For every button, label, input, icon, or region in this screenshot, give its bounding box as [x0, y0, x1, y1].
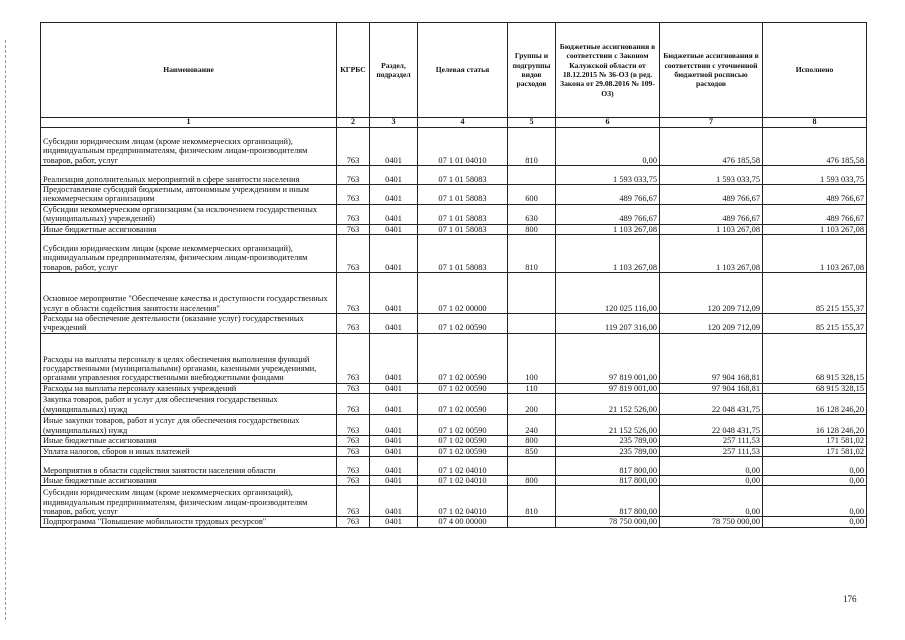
cell-name: Иные закупки товаров, работ и услуг для обеспечения государственных (муниципальных) нужд: [41, 415, 337, 436]
cell-krbs: 763: [337, 127, 370, 165]
cell-list: 0,00: [660, 486, 763, 517]
table-row: [41, 517, 867, 527]
cell-law: 97 819 001,00: [556, 333, 660, 383]
cell-krbs: 763: [337, 272, 370, 313]
table-row: [41, 272, 867, 313]
col-name-header: Наименование: [41, 23, 337, 118]
cell-target: 07 1 02 04010: [418, 486, 508, 517]
cell-law: 120 025 116,00: [556, 272, 660, 313]
table-row: [41, 313, 867, 333]
cell-name: Расходы на выплаты персоналу в целях обеспечения выполнения функций государственными (муниципальными) органами, казенными учреждениями, органами управления государственными внебюджетными фондами: [41, 333, 337, 383]
cell-list: 257 111,53: [660, 436, 763, 446]
cell-sec: 0401: [370, 313, 418, 333]
cell-grp: [508, 457, 556, 476]
cell-sec: 0401: [370, 383, 418, 393]
cell-done: 1 593 033,75: [763, 165, 867, 184]
cell-target: 07 1 02 00590: [418, 436, 508, 446]
col-done-header: Исполнено: [763, 23, 867, 118]
cell-list: 22 048 431,75: [660, 394, 763, 415]
cell-law: 119 207 316,00: [556, 313, 660, 333]
cell-grp: 800: [508, 224, 556, 234]
cell-target: 07 1 01 58083: [418, 165, 508, 184]
table-row: [41, 415, 867, 436]
cell-grp: 810: [508, 234, 556, 272]
cell-law: 1 593 033,75: [556, 165, 660, 184]
cell-grp: 810: [508, 127, 556, 165]
cell-name: Субсидии юридическим лицам (кроме некоммерческих организаций), индивидуальным предпринимателям, физическим лицам-производителям товаров, работ, услуг: [41, 234, 337, 272]
cell-list: 0,00: [660, 476, 763, 486]
cell-name: Подпрограмма "Повышение мобильности трудовых ресурсов": [41, 517, 337, 527]
column-numbers-row: [41, 118, 867, 128]
cell-list: 476 185,58: [660, 127, 763, 165]
cell-list: 97 904 168,81: [660, 333, 763, 383]
cell-name: Основное мероприятие "Обеспечение качества и доступности государственных услуг в области содействия занятости населения": [41, 272, 337, 313]
cell-target: 07 1 02 00590: [418, 415, 508, 436]
table-header: [41, 23, 867, 118]
cell-sec: 0401: [370, 415, 418, 436]
col-number: 3: [370, 118, 418, 128]
cell-grp: 810: [508, 486, 556, 517]
cell-krbs: 763: [337, 333, 370, 383]
col-number: 6: [556, 118, 660, 128]
cell-law: 0,00: [556, 127, 660, 165]
cell-list: 257 111,53: [660, 446, 763, 456]
cell-name: Иные бюджетные ассигнования: [41, 224, 337, 234]
cell-sec: 0401: [370, 446, 418, 456]
col-number: 5: [508, 118, 556, 128]
cell-done: 85 215 155,37: [763, 313, 867, 333]
cell-sec: 0401: [370, 234, 418, 272]
table-row: [41, 165, 867, 184]
cell-done: 85 215 155,37: [763, 272, 867, 313]
cell-done: 16 128 246,20: [763, 394, 867, 415]
cell-krbs: 763: [337, 446, 370, 456]
cell-list: 1 103 267,08: [660, 224, 763, 234]
cell-law: 489 766,67: [556, 184, 660, 204]
cell-list: 120 209 712,09: [660, 313, 763, 333]
cell-target: 07 4 00 00000: [418, 517, 508, 527]
col-law-header: Бюджетные ассигнования в соответствии с Законом Калужской области от 18.12.2015 № 36-ОЗ (в ред. Закона от 29.08.2016 № 109-ОЗ): [556, 23, 660, 118]
cell-krbs: 763: [337, 204, 370, 224]
cell-target: 07 1 01 58083: [418, 204, 508, 224]
table-row: [41, 333, 867, 383]
cell-sec: 0401: [370, 476, 418, 486]
col-target-header: Целевая статья: [418, 23, 508, 118]
cell-done: 489 766,67: [763, 184, 867, 204]
cell-sec: 0401: [370, 394, 418, 415]
cell-name: Иные бюджетные ассигнования: [41, 436, 337, 446]
cell-krbs: 763: [337, 394, 370, 415]
cell-list: 489 766,67: [660, 184, 763, 204]
cell-grp: [508, 272, 556, 313]
cell-name: Предоставление субсидий бюджетным, автономным учреждениям и иным некоммерческим организациям: [41, 184, 337, 204]
cell-law: 1 103 267,08: [556, 234, 660, 272]
col-number: 1: [41, 118, 337, 128]
table-row: [41, 127, 867, 165]
cell-sec: 0401: [370, 486, 418, 517]
cell-krbs: 763: [337, 224, 370, 234]
table-body: [41, 127, 867, 527]
cell-target: 07 1 02 04010: [418, 457, 508, 476]
cell-law: 21 152 526,00: [556, 415, 660, 436]
cell-list: 489 766,67: [660, 204, 763, 224]
table-row: [41, 457, 867, 476]
col-number: 7: [660, 118, 763, 128]
cell-grp: 630: [508, 204, 556, 224]
cell-sec: 0401: [370, 165, 418, 184]
cell-sec: 0401: [370, 272, 418, 313]
cell-grp: 110: [508, 383, 556, 393]
cell-law: 21 152 526,00: [556, 394, 660, 415]
cell-target: 07 1 02 00590: [418, 333, 508, 383]
cell-done: 489 766,67: [763, 204, 867, 224]
cell-law: 1 103 267,08: [556, 224, 660, 234]
cell-name: Реализация дополнительных мероприятий в сфере занятости населения: [41, 165, 337, 184]
cell-done: 0,00: [763, 486, 867, 517]
table-row: [41, 436, 867, 446]
cell-done: 476 185,58: [763, 127, 867, 165]
cell-name: Иные бюджетные ассигнования: [41, 476, 337, 486]
cell-grp: 240: [508, 415, 556, 436]
table-row: [41, 204, 867, 224]
col-krbs-header: КГРБС: [337, 23, 370, 118]
table-row: [41, 224, 867, 234]
cell-list: 1 593 033,75: [660, 165, 763, 184]
cell-grp: 200: [508, 394, 556, 415]
cell-target: 07 1 02 00590: [418, 446, 508, 456]
table-row: [41, 394, 867, 415]
cell-target: 07 1 02 04010: [418, 476, 508, 486]
cell-sec: 0401: [370, 127, 418, 165]
table-row: [41, 446, 867, 456]
cell-done: 0,00: [763, 517, 867, 527]
cell-target: 07 1 01 58083: [418, 224, 508, 234]
cell-name: Субсидии некоммерческим организациям (за исключением государственных (муниципальных) учреждений): [41, 204, 337, 224]
cell-law: 817 800,00: [556, 457, 660, 476]
cell-law: 78 750 000,00: [556, 517, 660, 527]
table-row: [41, 184, 867, 204]
cell-list: 22 048 431,75: [660, 415, 763, 436]
cell-law: 817 800,00: [556, 476, 660, 486]
cell-target: 07 1 01 58083: [418, 234, 508, 272]
cell-krbs: 763: [337, 234, 370, 272]
cell-done: 16 128 246,20: [763, 415, 867, 436]
cell-law: 97 819 001,00: [556, 383, 660, 393]
cell-grp: 800: [508, 476, 556, 486]
cell-sec: 0401: [370, 436, 418, 446]
cell-grp: [508, 313, 556, 333]
cell-list: 1 103 267,08: [660, 234, 763, 272]
page-number: 176: [843, 594, 857, 604]
cell-sec: 0401: [370, 517, 418, 527]
cell-sec: 0401: [370, 224, 418, 234]
cell-done: 171 581,02: [763, 436, 867, 446]
cell-name: Расходы на выплаты персоналу казенных учреждений: [41, 383, 337, 393]
cell-target: 07 1 01 04010: [418, 127, 508, 165]
cell-done: 1 103 267,08: [763, 234, 867, 272]
table-row: [41, 476, 867, 486]
cell-target: 07 1 02 00590: [418, 313, 508, 333]
cell-krbs: 763: [337, 436, 370, 446]
table-row: [41, 383, 867, 393]
cell-krbs: 763: [337, 313, 370, 333]
cell-done: 171 581,02: [763, 446, 867, 456]
col-number: 4: [418, 118, 508, 128]
cell-sec: 0401: [370, 333, 418, 383]
col-number: 2: [337, 118, 370, 128]
col-number: 8: [763, 118, 867, 128]
cell-law: 489 766,67: [556, 204, 660, 224]
cell-grp: 800: [508, 436, 556, 446]
cell-law: 235 789,00: [556, 436, 660, 446]
cell-done: 0,00: [763, 457, 867, 476]
cell-sec: 0401: [370, 184, 418, 204]
cell-target: 07 1 02 00000: [418, 272, 508, 313]
cell-done: 1 103 267,08: [763, 224, 867, 234]
cell-krbs: 763: [337, 486, 370, 517]
cell-krbs: 763: [337, 415, 370, 436]
cell-sec: 0401: [370, 204, 418, 224]
cell-name: Расходы на обеспечение деятельности (оказание услуг) государственных учреждений: [41, 313, 337, 333]
table-row: [41, 234, 867, 272]
budget-table: [40, 22, 867, 528]
cell-done: 68 915 328,15: [763, 333, 867, 383]
cell-law: 235 789,00: [556, 446, 660, 456]
cell-list: 97 904 168,81: [660, 383, 763, 393]
table-row: [41, 486, 867, 517]
cell-name: Субсидии юридическим лицам (кроме некоммерческих организаций), индивидуальным предпринимателям, физическим лицам-производителям товаров, работ, услуг: [41, 486, 337, 517]
cell-list: 78 750 000,00: [660, 517, 763, 527]
col-groups-header: Группы и подгруппы видов расходов: [508, 23, 556, 118]
cell-list: 120 209 712,09: [660, 272, 763, 313]
cell-sec: 0401: [370, 457, 418, 476]
cell-target: 07 1 02 00590: [418, 383, 508, 393]
cell-name: Мероприятия в области содействия занятости населения области: [41, 457, 337, 476]
cell-krbs: 763: [337, 184, 370, 204]
col-list-header: Бюджетные ассигнования в соответствии с уточненной бюджетной росписью расходов: [660, 23, 763, 118]
cell-krbs: 763: [337, 476, 370, 486]
cell-done: 0,00: [763, 476, 867, 486]
cell-law: 817 800,00: [556, 486, 660, 517]
cell-grp: 100: [508, 333, 556, 383]
cell-name: Уплата налогов, сборов и иных платежей: [41, 446, 337, 456]
cell-krbs: 763: [337, 457, 370, 476]
col-section-header: Раздел, подраздел: [370, 23, 418, 118]
cell-grp: 600: [508, 184, 556, 204]
cell-krbs: 763: [337, 165, 370, 184]
cell-krbs: 763: [337, 517, 370, 527]
cell-target: 07 1 02 00590: [418, 394, 508, 415]
cell-name: Субсидии юридическим лицам (кроме некоммерческих организаций), индивидуальным предпринимателям, физическим лицам-производителям товаров, работ, услуг: [41, 127, 337, 165]
cell-grp: [508, 517, 556, 527]
cell-done: 68 915 328,15: [763, 383, 867, 393]
cell-name: Закупка товаров, работ и услуг для обеспечения государственных (муниципальных) нужд: [41, 394, 337, 415]
cell-grp: 850: [508, 446, 556, 456]
cell-krbs: 763: [337, 383, 370, 393]
punch-hole-line: [5, 40, 7, 620]
cell-list: 0,00: [660, 457, 763, 476]
cell-grp: [508, 165, 556, 184]
cell-target: 07 1 01 58083: [418, 184, 508, 204]
